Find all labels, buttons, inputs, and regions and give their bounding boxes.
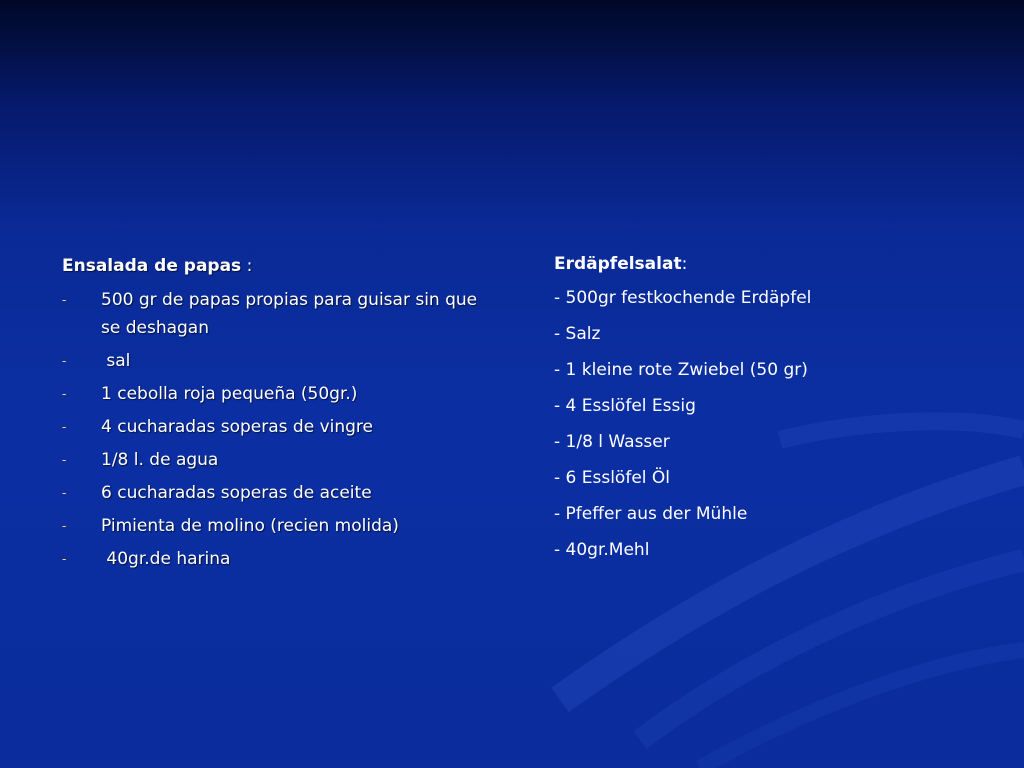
left-column-spanish-recipe: [62, 254, 482, 578]
bullet-dash: -: [62, 420, 67, 434]
left-title-bold: Ensalada de papas: [62, 256, 242, 276]
bullet-dash: -: [62, 519, 67, 533]
bullet-dash: -: [62, 552, 67, 566]
ingredient-text: 500 gr de papas propias para guisar sin que se deshagan: [101, 290, 478, 338]
list-item: [62, 347, 482, 375]
bullet-dash: -: [62, 354, 67, 368]
left-ingredient-list: [62, 286, 482, 573]
list-item: - 1 kleine rote Zwiebel (50 gr): [554, 360, 808, 380]
bullet-dash: -: [62, 453, 67, 467]
left-title-suffix: :: [241, 256, 253, 276]
list-item: - Pfeffer aus der Mühle: [554, 504, 748, 524]
ingredient-text: 1 cebolla roja pequeña (50gr.): [101, 384, 358, 404]
right-title-suffix: :: [681, 254, 688, 274]
ingredient-text: 1/8 l. de agua: [101, 450, 219, 470]
list-item: [62, 512, 482, 540]
list-item: [62, 479, 482, 507]
right-ingredient-list: [554, 284, 974, 564]
bullet-dash: -: [62, 486, 67, 500]
list-item: [62, 545, 482, 573]
ingredient-text: sal: [101, 351, 131, 371]
list-item: - Salz: [554, 324, 601, 344]
list-item: - 1/8 l Wasser: [554, 432, 670, 452]
bullet-dash: -: [62, 293, 67, 307]
list-item: [62, 446, 482, 474]
ingredient-text: Pimienta de molino (recien molida): [101, 516, 399, 536]
list-item: - 6 Esslöfel Öl: [554, 468, 671, 488]
list-item: [62, 380, 482, 408]
list-item: - 4 Esslöfel Essig: [554, 396, 696, 416]
list-item: - 500gr festkochende Erdäpfel: [554, 288, 812, 308]
list-item: - 40gr.Mehl: [554, 540, 650, 560]
right-column-german-recipe: [554, 252, 974, 572]
list-item: [62, 413, 482, 441]
right-recipe-title: [554, 252, 974, 276]
right-title-bold: Erdäpfelsalat: [554, 254, 682, 274]
ingredient-text: 40gr.de harina: [101, 549, 231, 569]
ingredient-text: 4 cucharadas soperas de vingre: [101, 417, 374, 437]
ingredient-text: 6 cucharadas soperas de aceite: [101, 483, 372, 503]
bullet-dash: -: [62, 387, 67, 401]
left-recipe-title: [62, 254, 482, 278]
list-item: [62, 286, 482, 342]
